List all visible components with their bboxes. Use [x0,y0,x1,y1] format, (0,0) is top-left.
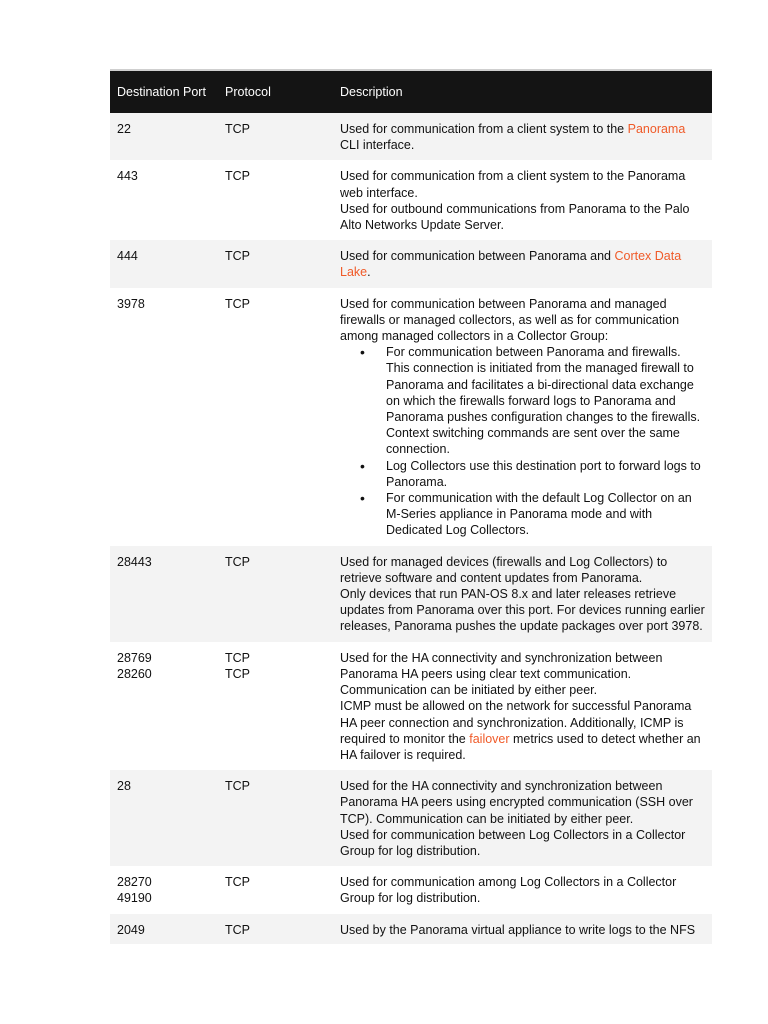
protocol-cell [218,288,333,546]
description-cell [333,770,712,866]
description-paragraph [340,554,705,586]
doc-link[interactable]: Panorama [627,122,686,136]
table-row [110,914,712,945]
port-value: 28769 [117,650,152,665]
protocol-cell [218,642,333,770]
ports-table [110,71,712,945]
description-text: Used by the Panorama virtual appliance to write logs to the NFS [340,922,696,937]
description-text: Used for communication between Panorama and managed firewalls or managed collectors, as well as for communication among managed collectors in a Collector Group: [340,296,680,344]
ports-table-container [110,69,712,945]
protocol-cell [218,866,333,913]
table-row [110,160,712,240]
description-text: metrics used to detect whether an HA failover is required. [340,731,701,762]
description-text: Used for communication between Log Collectors in a Collector Group for log distribution. [340,827,686,858]
description-text: Used for the HA connectivity and synchronization between Panorama HA peers using clear text communication. Communication can be initiated by either peer. [340,650,663,698]
protocol-value: TCP [225,122,250,136]
description-paragraph [340,698,705,763]
description-text: Used for communication between Panorama and [340,249,615,264]
port-value: 28260 [117,666,152,681]
description-paragraph [340,586,705,635]
port-value: 22 [117,122,131,136]
description-text: Used for managed devices (firewalls and Log Collectors) to retrieve software and content updates from Panorama. [340,554,668,585]
port-cell [110,240,218,287]
protocol-value: TCP [225,922,250,937]
port-value: 2049 [117,922,145,937]
protocol-value: TCP [225,249,250,264]
description-paragraph [340,121,705,153]
table-row [110,113,712,160]
table-row [110,866,712,913]
description-cell [333,914,712,945]
description-cell [333,240,712,287]
table-row [110,770,712,866]
description-cell [333,866,712,913]
description-paragraph [340,248,705,280]
description-paragraph [340,827,705,859]
port-cell [110,770,218,866]
table-header [110,71,712,113]
description-text: CLI interface. [340,138,415,153]
description-paragraph [340,778,705,827]
protocol-value: TCP [225,296,250,311]
doc-link[interactable]: failover [469,731,510,746]
description-text: Used for outbound communications from Panorama to the Palo Alto Networks Update Server. [340,201,690,233]
port-value: 443 [117,169,138,184]
protocol-cell [218,160,333,240]
table-row [110,288,712,546]
description-cell [333,642,712,770]
description-text: Used for communication among Log Collectors in a Collector Group for log distribution. [340,875,677,906]
port-value: 444 [117,249,138,264]
description-cell [333,546,712,642]
description-text: Used for communication from a client system to the Panorama web interface. [340,169,686,200]
header-row [110,71,712,113]
description-cell [333,113,712,160]
port-cell [110,914,218,945]
bullet-item: • Log Collectors use this destination port to forward logs to Panorama. [340,458,705,490]
description-paragraph [340,201,705,233]
description-paragraph [340,874,705,906]
port-value: 3978 [117,296,145,311]
table-row [110,642,712,770]
protocol-cell [218,240,333,287]
description-paragraph [340,168,705,200]
page-bottom-margin [0,944,768,1024]
header-protocol: Protocol [218,71,333,113]
protocol-cell [218,914,333,945]
description-text: Only devices that run PAN-OS 8.x and later releases retrieve updates from Panorama over this port. For devices running earlier releases, Panorama pushes the update packages over port 3978. [340,587,705,634]
protocol-cell [218,770,333,866]
port-cell [110,113,218,160]
bullet-list [340,344,705,538]
header-destination-port: Destination Port [110,71,218,113]
port-value: 28443 [117,554,152,569]
header-description: Description [333,71,712,113]
description-text: Used for communication from a client system to the [340,122,628,136]
description-paragraph [340,922,705,938]
doc-link[interactable]: Cortex Data Lake [340,249,682,280]
bullet-item: • For communication with the default Log Collector on an M-Series appliance in Panorama mode and with Dedicated Log Collectors. [340,490,705,539]
port-cell [110,546,218,642]
protocol-value: TCP [225,779,250,794]
description-paragraph [340,296,705,345]
port-value: 49190 [117,891,152,906]
description-text: Used for the HA connectivity and synchronization between Panorama HA peers using encrypted communication (SSH over TCP). Communication can be initiated by either peer. [340,779,693,826]
description-text: . [367,265,371,280]
port-cell [110,288,218,546]
description-cell [333,160,712,240]
table-row [110,240,712,287]
port-cell [110,642,218,770]
port-cell [110,160,218,240]
description-text: ICMP must be allowed on the network for successful Panorama HA peer connection and synchronization. Additionally, ICMP is required to monitor the [340,699,692,746]
protocol-value: TCP [225,666,250,681]
protocol-cell [218,113,333,160]
protocol-value: TCP [225,169,250,184]
bullet-item: • For communication between Panorama and firewalls. This connection is initiated from the managed firewall to Panorama and facilitates a bi-directional data exchange on which the firewalls forward logs to Panorama and Panorama pushes configuration changes to the firewalls. Context switching commands are sent over the same connection. [340,344,705,457]
description-cell [333,288,712,546]
table-body [110,113,712,945]
port-value: 28270 [117,875,152,890]
table-row [110,546,712,642]
description-paragraph [340,650,705,699]
protocol-cell [218,546,333,642]
port-value: 28 [117,779,131,794]
protocol-value: TCP [225,875,250,890]
port-cell [110,866,218,913]
protocol-value: TCP [225,554,250,569]
protocol-value: TCP [225,650,250,665]
